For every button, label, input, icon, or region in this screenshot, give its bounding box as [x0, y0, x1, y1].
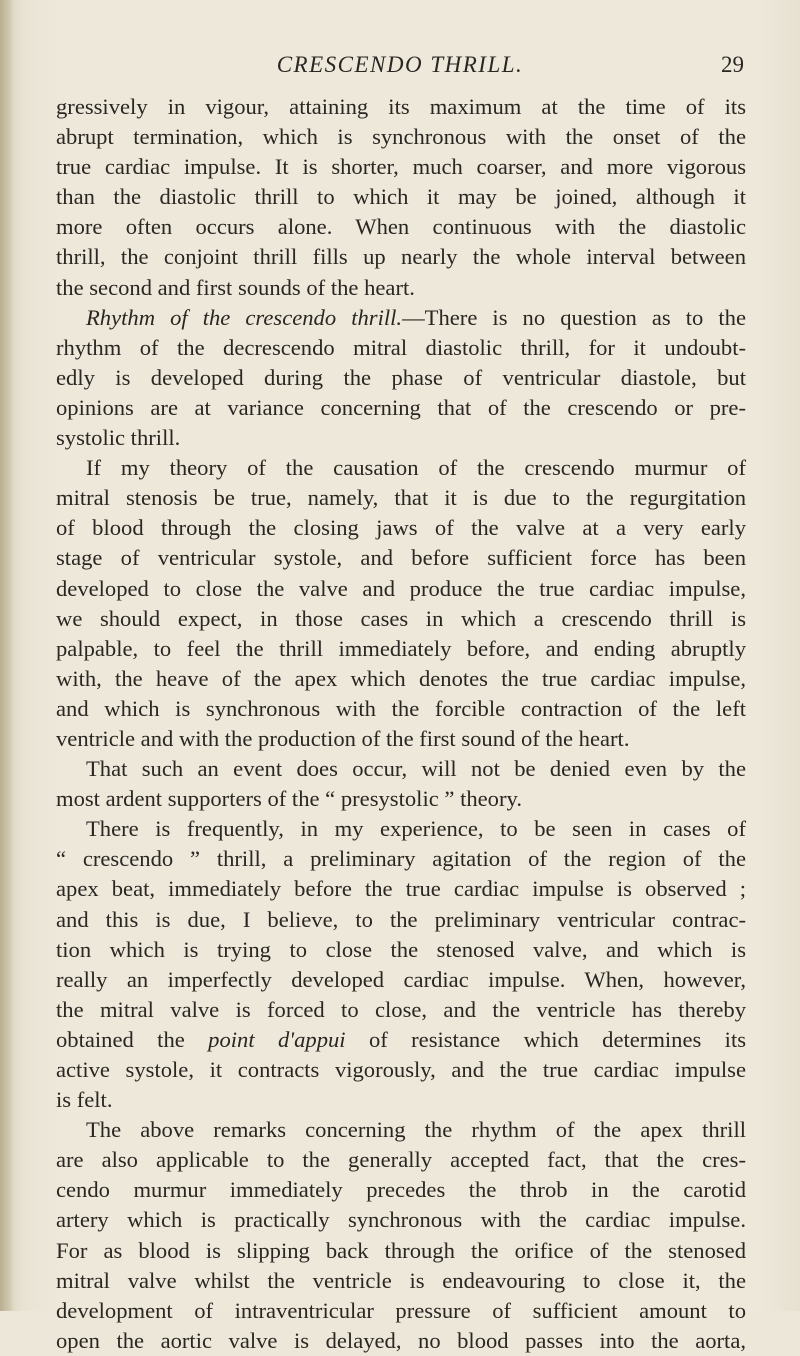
text-line: thrill, the conjoint thrill fills up nearly the whole interval between — [56, 244, 746, 270]
page-number: 29 — [721, 52, 744, 77]
text-line: cendo murmur immediately precedes the throb in the carotid — [56, 1177, 746, 1203]
text-line: is felt. — [56, 1087, 113, 1113]
text-line: apex beat, immediately before the true cardiac impulse is observed ; — [56, 876, 746, 902]
text-line: with, the heave of the apex which denotes the true cardiac impulse, — [56, 665, 746, 691]
text-line: The above remarks concerning the rhythm of the apex thrill — [86, 1117, 746, 1143]
text-line: the mitral valve is forced to close, and the ventricle has thereby — [56, 996, 746, 1022]
page-gutter-shadow — [0, 0, 14, 1311]
text-line: tion which is trying to close the stenosed valve, and which is — [56, 936, 746, 962]
text-line: ventricle and with the production of the first sound of the heart. — [56, 725, 630, 751]
text-line: edly is developed during the phase of ventricular diastole, but — [56, 364, 746, 390]
text-line: systolic thrill. — [56, 425, 181, 451]
italic-term: point d'appui — [208, 1026, 346, 1052]
text-line: stage of ventricular systole, and before sufficient force has been — [56, 545, 746, 571]
text-line: If my theory of the causation of the crescendo murmur of — [86, 455, 746, 481]
text-line: and which is synchronous with the forcible contraction of the left — [56, 695, 746, 721]
text-line: That such an event does occur, will not be denied even by the — [86, 756, 746, 782]
text-line: development of intraventricular pressure of sufficient amount to — [56, 1297, 746, 1323]
text-line: active systole, it contracts vigorously, and the true cardiac impulse — [56, 1057, 746, 1082]
text-line: palpable, to feel the thrill immediately before, and ending abruptly — [56, 635, 746, 661]
text-line: really an imperfectly developed cardiac impulse. When, however, — [56, 966, 746, 992]
body-text — [56, 92, 746, 1356]
text-line: mitral valve whilst the ventricle is endeavouring to close it, the — [56, 1267, 746, 1293]
page-header — [56, 52, 744, 82]
text-line: and this is due, I believe, to the preliminary ventricular contrac- — [56, 906, 746, 932]
text-segment: of resistance which determines its — [345, 1026, 747, 1052]
text-line: we should expect, in those cases in which a crescendo thrill is — [56, 605, 746, 631]
text-segment: —There is no question as to the — [402, 304, 746, 330]
text-line: opinions are at variance concerning that of the crescendo or pre- — [56, 394, 746, 420]
text-line: true cardiac impulse. It is shorter, much coarser, and more vigorous — [56, 154, 746, 180]
text-line: abrupt termination, which is synchronous with the onset of the — [56, 124, 746, 150]
text-line: artery which is practically synchronous with the cardiac impulse. — [56, 1207, 746, 1233]
text-line: open the aortic valve is delayed, no blood passes into the aorta, — [56, 1327, 746, 1353]
text-line: the second and first sounds of the heart. — [56, 274, 415, 300]
text-line-section-heading — [56, 303, 746, 333]
text-line: For as blood is slipping back through the orifice of the stenosed — [56, 1237, 746, 1263]
running-head: CRESCENDO THRILL. — [276, 52, 524, 77]
text-segment: obtained the — [56, 1026, 209, 1052]
text-line: more often occurs alone. When continuous with the diastolic — [56, 214, 746, 240]
text-line: of blood through the closing jaws of the valve at a very early — [56, 515, 746, 541]
text-line: “ crescendo ” thrill, a preliminary agitation of the region of the — [56, 846, 746, 872]
text-line: rhythm of the decrescendo mitral diastolic thrill, for it undoubt- — [56, 334, 746, 360]
text-line: gressively in vigour, attaining its maximum at the time of its — [56, 94, 746, 119]
text-line: than the diastolic thrill to which it may be joined, although it — [56, 184, 746, 210]
text-line: There is frequently, in my experience, to be seen in cases of — [86, 816, 746, 842]
text-line: mitral stenosis be true, namely, that it is due to the regurgitation — [56, 485, 746, 511]
text-line-with-italic — [56, 1025, 746, 1055]
text-line: developed to close the valve and produce the true cardiac impulse, — [56, 575, 746, 601]
section-heading: Rhythm of the crescendo thrill. — [86, 304, 403, 330]
text-line: most ardent supporters of the “ presystolic ” theory. — [56, 786, 522, 812]
text-line: are also applicable to the generally accepted fact, that the cres- — [56, 1147, 746, 1173]
